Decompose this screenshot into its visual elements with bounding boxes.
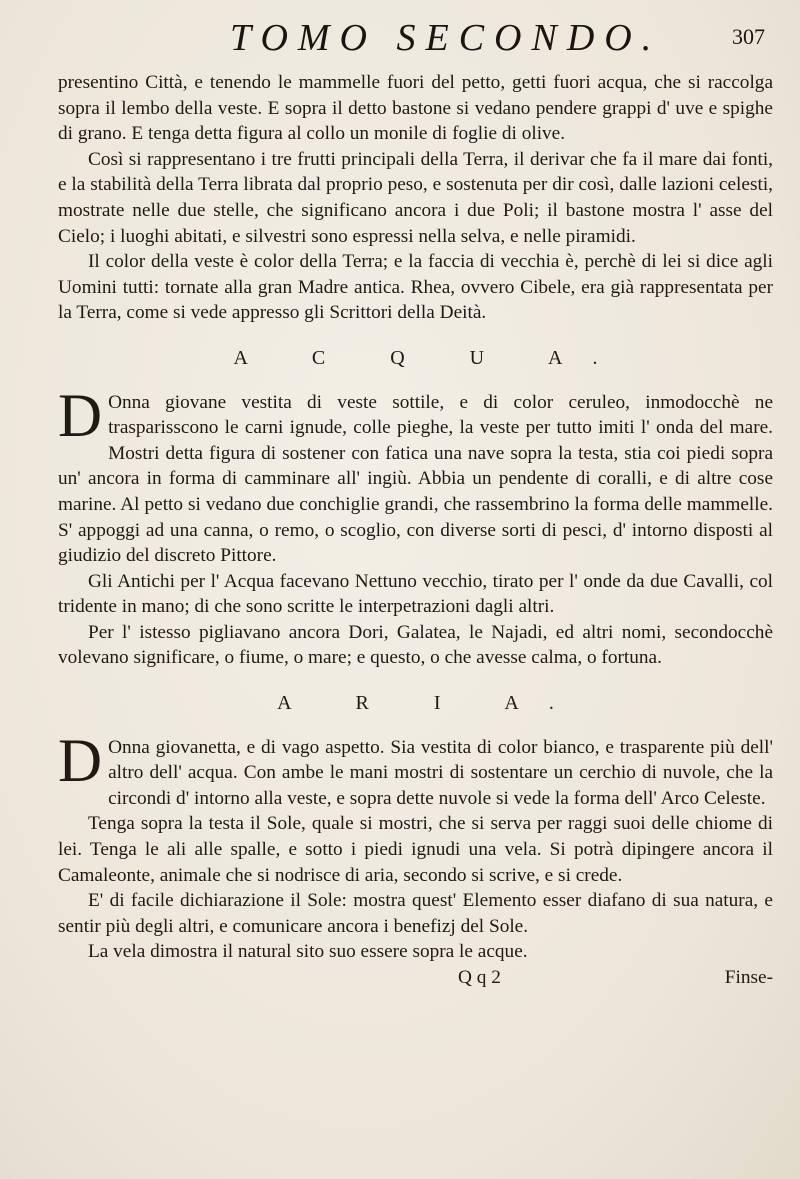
- aria-paragraph: E' di facile dichiarazione il Sole: mostra quest' Elemento esser diafano di sua natura, e sentir più degli altri, e comunicare ancora i benefizj del Sole.: [58, 890, 773, 937]
- running-title: TOMO SECONDO.: [230, 17, 662, 59]
- page-footer: [58, 965, 773, 991]
- acqua-paragraph: DOnna giovane vestita di veste sottile, e di color ceruleo, inmodocchè ne trasparisscono le carni ignude, colle pieghe, la veste per tutto imiti l' onda del mare. Mostri detta figura di sostener con fatica una nave sopra la testa, stia coi piedi sopra un' ancora in forma di camminare all' ingiù. Abbia un pendente di coralli, e di altre cose marine. Al petto si vedano due conchiglie grandi, che rassembrino la forma delle mammelle. S' appoggi ad una canna, o remo, o scoglio, con diverse sorti di pesci, d' intorno disposti al giudizio del discreto Pittore.: [58, 382, 773, 567]
- acqua-paragraph: Gli Antichi per l' Acqua facevano Nettuno vecchio, tirato per l' onde da due Cavalli, col tridente in mano; di che sono scritte le interpetrazioni dagli altri.: [58, 570, 773, 618]
- aria-paragraph: DOnna giovanetta, e di vago aspetto. Sia vestita di color bianco, e trasparente più dell' altro dell' acqua. Con ambe le mani mostri di sostentare un cerchio di nuvole, che la circondi d' intorno alla veste, e sopra dette nuvole si vede la forma dell' Arco Celeste.: [58, 727, 773, 809]
- section-heading-acqua: A C Q U A.: [233, 346, 628, 369]
- section-heading-aria: A R I A.: [277, 692, 584, 715]
- intro-paragraph: Il color della veste è color della Terra; e la faccia di vecchia è, perchè di lei si dice agli Uomini tutti: tornate alla gran Madre antica. Rhea, ovvero Cibele, era già rappresentata per la Terra, come si vede appresso gli Scrittori della Deità.: [58, 251, 773, 324]
- aria-paragraph: Tenga sopra la testa il Sole, quale si mostri, che si serva per raggi suoi delle chiome di lei. Tenga le ali alle spalle, e sotto i piedi ignudi una vela. Si potrà dipingere ancora il Camaleonte, animale che si nodrisce di aria, secondo si scrive, e si crede.: [58, 813, 773, 886]
- signature-mark: Q q 2: [458, 967, 501, 988]
- acqua-paragraph: Per l' istesso pigliavano ancora Dori, Galatea, le Najadi, ed altri nomi, secondocchè volevano significare, o fiume, o mare; e questo, o che avesse calma, o fortuna.: [58, 621, 773, 669]
- catchword: Finse-: [724, 967, 773, 988]
- page-header: [60, 16, 765, 66]
- aria-paragraph: La vela dimostra il natural sito suo essere sopra le acque.: [88, 941, 528, 963]
- intro-paragraph: Così si rappresentano i tre frutti principali della Terra, il derivar che fa il mare dai fonti, e la stabilità della Terra librata dal proprio peso, e sostenuta per dir così, dalle lazioni celesti, mostrate nelle due stelle, che significano ancora i due Poli; il bastone mostra l' asse del Cielo; i luoghi abitati, e silvestri sono espressi nella selva, e nelle piramidi.: [58, 148, 773, 247]
- body-text: [58, 70, 773, 991]
- intro-paragraph: presentino Città, e tenendo le mammelle fuori del petto, getti fuori acqua, che si raccolga sopra il lembo della veste. E sopra il detto bastone si vedano pendere grappi d' uve e spighe di grano. E tenga detta figura al collo un monile di foglie di olive.: [58, 72, 773, 145]
- page-number: 307: [732, 24, 765, 49]
